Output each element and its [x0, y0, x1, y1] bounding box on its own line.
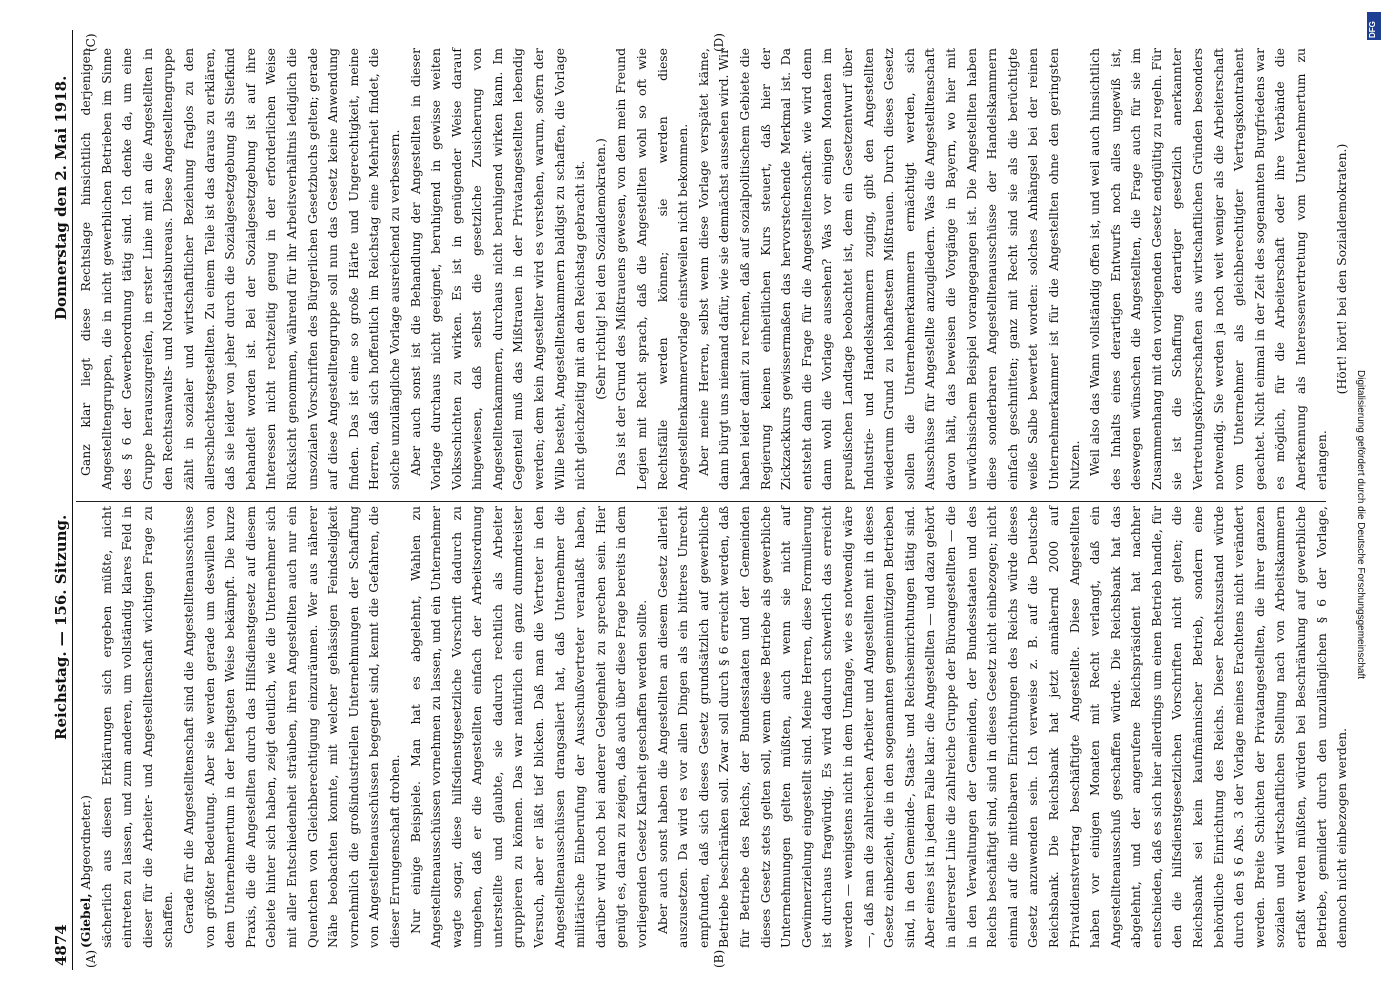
session-date: Donnerstag den 2. Mai 1918.	[52, 75, 70, 320]
paragraph: Nur einige Beispiele. Man hat es abgelehnt, Wahlen zu Angestelltenausschüssen vornehmen zu lassen, und ein Unternehmer wagte sogar, diese hilfsdienstgesetzliche Vorschrift dadurch zu umgehen, daß er die Angestellten einfach der Arbeitsordnung unterstellte und glaubte, sie dadurch rechtlich als Arbeiter gruppieren zu können. Das war natürlich ein ganz dummdreister Versuch, aber er läßt tief blicken. Daß man die Vertreter in den Angestelltenausschüssen drangsaliert hat, daß Unternehmer die militärische Einberufung der Ausschußvertreter veranlaßt haben, darüber wird noch bei anderer Gelegenheit zu sprechen sein. Hier genügt es, daran zu zeigen, daß auch über diese Frage bereits in dem vorliegenden Gesetz Klarheit geschaffen werden sollte.	[407, 506, 650, 948]
digitization-credit: Digitalisierung gefördert durch die Deutsche Forschungsgemeinschaft	[1355, 370, 1366, 680]
interjection: (Hört! hört! bei den Sozialdemokraten.)	[1334, 143, 1350, 395]
right-column	[76, 48, 1350, 490]
margin-marker-d: (D)	[712, 33, 726, 52]
column-divider	[76, 501, 1326, 502]
paragraph: Das ist der Grund des Mißtrauens gewesen, von dem mein Freund Legien mit Recht sprach, daß die Angestellten wohl so oft wie Rechtsfälle werden können; sie werden diese Angestelltenkammervorlage einstweilen nicht bekommen.	[613, 48, 691, 490]
page-header	[50, 30, 73, 970]
paragraph: Aber meine Herren, selbst wenn diese Vorlage verspätet käme, dann bürgt uns niemand dafür, wie sie demnächst aussehen wird. Wir haben leider damit zu rechnen, daß auf sozialpolitischem Gebiete die Regierung keinen einheitlichen Kurs steuert, daß hier der Zickzackkurs gewissermaßen das hervorstechende Merkmal ist. Da entsteht dann die Frage für die Angestelltenschaft: wie wird denn dann wohl die Vorlage aussehen? Was vor einigen Monaten im preußischen Landtage beobachtet ist, dem ein Gesetzentwurf über Industrie- und Handelskammern zuging, gibt den Angestellten wiederum Grund zu lebhaftestem Mißtrauen. Durch dieses Gesetz sollen die Unternehmerkammern ermächtigt werden, sich Ausschüsse für Angestellte anzugliedern. Was die Angestelltenschaft davon hält, das beweisen die Vorgänge in Bayern, wo hier mit urwüchsischem Beispiel vorangegangen ist. Die Angestellten haben diese sonderbaren Angestelltenausschüsse der Handelskammern einfach geschnitten; ganz mit Recht sind sie als die berüchtigte weiße Salbe bewertet worden: solches Anhängsel bei der reinen Unternehmerkammer ist für die Angestellten ohne den geringsten Nutzen.	[695, 48, 1082, 490]
paragraph: Ganz klar liegt diese Rechtslage hinsichtlich derjenigen Angestelltengruppen, die in nicht gewerblichen Betrieben im Sinne des § 6 der Gewerbeordnung tätig sind. Ich denke da, um eine Gruppe herauszugreifen, in erster Linie mit an die Angestellten in den Rechtsanwalts- und Notariatsbureaus. Diese Angestelltengruppe zählt in sozialer und wirtschaftlicher Beziehung fraglos zu den allerschlechtestgestellten. Zu einem Teile ist das daraus zu erklären, daß sie leider von jeher durch die Sozialgesetzgebung als Stiefkind behandelt worden ist. Bei der Sozialgesetzgebung ist auf ihre Interessen nicht rechtzeitig genug in der erforderlichen Weise Rücksicht genommen, während für ihr Arbeitsverhältnis lediglich die unsozialen Vorschriften des Bürgerlichen Gesetzbuchs gelten; gerade auf diese Angestelltengruppe soll nun das Gesetz keine Anwendung finden. Das ist eine so große Härte und Ungerechtigkeit, meine Herren, daß sich hoffentlich im Reichstag eine Mehrheit findet, die solche unzulängliche Vorlage ausreichend zu verbessern.	[78, 48, 402, 490]
left-column	[76, 506, 1350, 948]
page-number: 4874	[52, 924, 70, 966]
margin-marker-c: (C)	[84, 33, 98, 52]
speaker-line	[76, 506, 97, 948]
paragraph: sächerlich aus diesen Erklärungen sich ergeben müßte, nicht eintreten zu lassen, und zum anderen, um vollständig klares Feld in dieser für die Arbeiter- und Angestelltenschaft wichtigen Frage zu schaffen.	[98, 506, 176, 948]
speaker-role: Abgeordneter.)	[78, 795, 93, 890]
paragraph: Aber auch sonst ist die Behandlung der Angestellten in dieser Vorlage durchaus nicht geeignet, beruhigend in gewisse weiten Volksschichten zu wirken. Es ist in genügender Weise darauf hingewiesen, daß selbst die gesetzliche Zusicherung von Angestelltenkammern, durchaus nicht beruhigend wirken kann. Im Gegenteil muß das Mißtrauen in der Privatangestellten lebendig werden; dem kein Angestellter wird es verstehen, warum, sofern der Wille besteht, Angestelltenkammern baldigst zu schaffen, die Vorlage nicht gleichzeitig mit an den Reichstag gebracht ist.	[407, 48, 588, 490]
paragraph: Aber auch sonst haben die Angestellten an diesem Gesetz allerlei auszusetzen. Da wird es vor allen Dingen als ein bitteres Unrecht empfunden, daß sich dieses Gesetz grundsätzlich auf gewerbliche Betriebe beschränken soll. Zwar soll durch § 6 erreicht werden, daß für Betriebe des Reichs, der Bundesstaaten und der Gemeinden dieses Gesetz stets gelten soll, wenn diese Betriebe als gewerbliche Unternehmungen gelten müßten, auch wenn sie nicht auf Gewinnerzielung eingestellt sind. Meine Herren, diese Formulierung ist durchaus fragwürdig. Es wird dadurch schwerlich das erreicht werden — wenigstens nicht in dem Umfange, wie es notwendig wäre —, daß man die zahlreichen Arbeiter und Angestellten mit in dieses Gesetz einbezieht, die in den sogenannten gemeinnützigen Betrieben sind, in den Gemeinde-, Staats- und Reichseinrichtungen tätig sind. Aber eines ist in jedem Falle klar: die Angestellten — und dazu gehört in allererster Linie die zahlreiche Gruppe der Büroangestellten — die in den Verwaltungen der Gemeinden, der Bundesstaaten und des Reichs beschäftigt sind, sind in dieses Gesetz nicht einbezogen; nicht einmal auf die mittelbaren Einrichtungen des Reichs würde dieses Gesetz anzuwenden sein. Ich verweise z. B. auf die Deutsche Reichsbank. Die Reichsbank hat jetzt annähernd 2000 auf Privatdienstvertrag beschäftigte Angestellte. Diese Angestellten haben vor einigen Monaten mit Recht verlangt, daß ein Angestelltenausschuß geschaffen würde. Die Reichsbank hat das abgelehnt, und der angerufene Reichspräsident hat nachher entschieden, daß es sich hier allerdings um einen Betrieb handle, für den die hilfsdienstgesetzlichen Vorschriften nicht gelten; die Reichsbank sei kein kaufmännischer Betrieb, sondern eine behördliche Einrichtung des Reichs. Dieser Rechtszustand würde durch den § 6 Abs. 3 der Vorlage meines Erachtens nicht verändert werden. Breite Schichten der Privatangestellten, die ihrer ganzen sozialen und wirtschaftlichen Stellung nach von Arbeitskammern erfaßt werden müßten, würden bei Beschränkung auf gewerbliche Betriebe, gemildert durch den unzulänglichen § 6 der Vorlage, dennoch nicht einbezogen werden.	[654, 506, 1350, 948]
session-title: Reichstag. — 156. Sitzung.	[52, 514, 70, 740]
margin-marker-a: (A)	[84, 949, 98, 968]
margin-marker-b: (B)	[712, 949, 726, 968]
interjection: (Sehr richtig! bei den Sozialdemokraten.)	[592, 138, 608, 400]
speaker-name: (Giebel,	[78, 893, 93, 948]
paragraph: Gerade für die Angestelltenschaft sind die Angestelltenausschüsse von größter Bedeutung. Aber sie werden gerade um deswillen von dem Unternehmertum in der heftigsten Weise bekämpft. Die kurze Praxis, die die Angestellten durch das Hilfsdienstgesetz auf diesem Gebiete hinter sich haben, zeigt deutlich, wie die Unternehmer sich mit aller Entschiedenheit sträuben, ihren Angestellten auch nur ein Quentchen von Gleichberechtigung einzuräumen. Wer aus näherer Nähe beobachten konnte, mit welcher gehässigen Feindseligkeit vornehmlich die großindustriellen Unternehmungen der Schaffung von Angestelltenausschüssen begegnet sind, kennt die Gefahren, die dieser Errungenschaft drohen.	[180, 506, 402, 948]
paragraph: Weil also das Wann vollständig offen ist, und weil auch hinsichtlich des Inhalts eines derartigen Entwurfs noch alles ungewiß ist, deswegen wünschen die Angestellten, die Frage auch für sie im Zusammenhang mit den vorliegenden Gesetz endgültig zu regeln. Für sie ist die Schaffung derartiger gesetzlich anerkannter Vertretungskörperschaften aus wirtschaftlichen Gründen besonders notwendig. Sie werden ja noch weit weniger als die Arbeiterschaft vom Unternehmer als gleichberechtigter Vertragskontrahent geachtet. Nicht einmal in der Zeit des sogenannten Burgfriedens war es möglich, für die Arbeiterschaft oder ihre Verbände die Anerkennung als Interessenvertretung vom Unternehmertum zu erlangen.	[1087, 48, 1329, 490]
rotated-document-page	[50, 30, 1350, 970]
dfg-logo	[1367, 12, 1381, 40]
dfg-logo-text: DFG	[1368, 21, 1377, 38]
